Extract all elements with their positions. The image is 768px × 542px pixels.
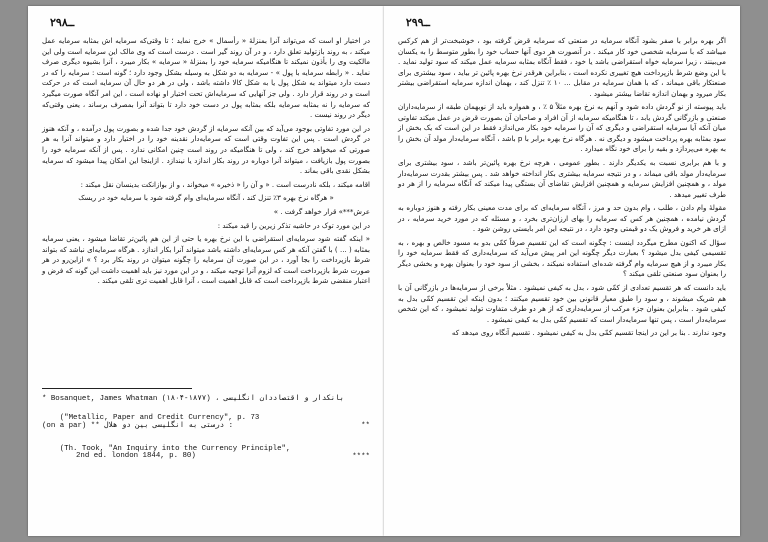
paragraph: مقولۀ وام دادن ، طلب ، وام بدون حد و مرز ، آنگاه سرمایه‌ای که برای مدت معینی بکار رفته و هنوز دوباره به گردش نیامده ، همچنین هر کس که سرمایه را بهای ارزان‌تری بخرد ، و مسئله که در مورد خرید سرمایه ، در ازای هر خرید و فروش یک دو قیمتی وجود دارد ، در نتیجه این امر بایستی روشن شود . [398, 203, 726, 234]
paragraph: اقامه میکند ، بلکه نادرست است . « و آن را « ذخیره » میخواند ، و از بوازانکت بدینسان نقل میکند : [80, 180, 370, 189]
footnote-divider [42, 388, 192, 389]
paragraph: باید دانست که هر تقسیم تعدادی از کمّی شود ، بدل به کیفی نمیشود . مثلاً برخی از سرمایه‌ها در بازرگانی آن با هم شریک میشوند ، و سود را طبق معیار قانونی بین خود تقسیم میکنند ؛ بدون اینکه این تقسیم کمّی بدل به کیفی شود . بنابراین بعنوان جزء مرکب از سرمایه‌داری که از هر دو طرف متفاوت تولید نمیشود ، که این شخص سرمایه‌دار است ، پس تنها سرمایه‌دار است که تقسیم کمّی بدل به کیفی نمیشود . [398, 283, 726, 324]
right-page [384, 6, 740, 536]
footnote-text: (Th. Took, "An Inquiry into the Currency Principle", [59, 445, 291, 453]
page-number: ۲۹۸ــ [50, 16, 75, 29]
footnote-line: * Bosanquet, James Whatman (۱۸۰۴-۱۸۷۷) ، بانکدار و اقتصاددان انگلیسی [42, 395, 345, 403]
left-page [28, 6, 384, 536]
quote-line: عرش***» قرار خواهد گرفت . » [273, 207, 370, 216]
paragraph: در این مورد تفاوتی بوجود می‌آید که بین آنکه سرمایه از گردش خود جدا شده و بصورت پول درآمده ، و آنکه هنوز در گردش است . پس این تفاوت وقتی است که سرمایه‌دار نقدینه خود را در اختیار دارد و میتواند آنرا به هر صورتی که میخواهد خرج کند ، ولی تا هنگامیکه در روند است چنین امکانی ندارد . پس از آنکه سرمایه خود را بصورت پول بازیافت ، میتواند آنرا دوباره در روند بکار اندازد یا نیندازد . ازاینجا این امکان پیدا میشود که سرمایه بشکل نقدی باقی بماند . [42, 124, 370, 176]
paragraph: در این مورد توک در حاشیه تذکر زیرین را قید میکند : [217, 221, 370, 230]
page-body [398, 36, 726, 342]
paragraph: در اختیار او است که می‌تواند آنرا بمنزلۀ « رأسمال » خرج نماید ؛ تا وقتی‌که سرمایه اش بمثابه سرمایه عمل میکند ، به روند بازتولید تعلق دارد ، و در آن روند گیر است . درست است که وی مالک این سرمایه است ولی این مالکیت وی را بأذون نمیکند تا هنگامیکه سرمایه خود را بمنزلۀ « سرمایه » بکار میبرد ، آنرا بشیوه دیگری صرف نماید . « رابطه سرمایه با پول » - سرمایه به دو شکل به وسیله بشکل وجود دارد ؛ گونه است : سرمایه را که در دست دارد میتواند به شکل پول یا به شکل کالا داشته باشد ، ولی در هر دو حال آن سرمایه است که در حرکت است و در روند قرار دارد . ولی جز آنهایی که سرمایه‌اش تحت اختیار او نهاده است ، این امر آنگاه صورت میگیرد که سرمایه را نه بمثابه سرمایه بلکه بمثابه پول در دست خود دارد تا بتواند آنرا بمصرف برساند ، یعنی وقتی‌که دیگر در روند نیست . [42, 37, 370, 120]
footnote-line: 2nd ed. london 1844, p. 80) [76, 452, 196, 460]
paragraph: باید پیوسته از نو گردش داده شود و آنهم به نرخ بهره مثلاً ۵ ٪ ، و همواره باید از نوبهمان طبقه از سرمایه‌داران صنعتی و بازرگانی گردش یابد ، تا هنگامیکه سرمایه از آن افراد و صاحبان آن بصورت قرض در عمل میکند تفاوتی میان آنکه آیا سرمایه استقراضی و دیگری که آن را سرمایه خود بکار می‌اندازد فقط در این است که یک بخش از سود بمثابه بهره پرداخت میشود و دیگری نه . هرگاه نرخ بهره برابر با p باشد ، آنگاه سرمایه‌دار مولد آن بخش را به بهره می‌پردازد و بقیه را برای خود نگاه میدارد . [398, 102, 726, 154]
paragraph: سؤال که اکنون مطرح میگردد اینست : چگونه است که این تقسیم صرفاً کمّی بدو به مسود خالص و بهره ، به تقسیمی کیفی بدل میشود ؟ بعبارت دیگر چگونه این امر پیش می‌آید که سرمایه‌داری که فقط سرمایه خود را بکار میبرد و از هیچ سرمایه وام گرفته شده‌ای استفاده نمیکند ، بخشی از سود خود را بعنوان بهره و بخشی دیگر را بعنوان سود صنعتی تلقی میکند ؟ [398, 237, 726, 279]
paragraph: « اینکه گفته شود سرمایه‌ای استقراضی با این نرخ بهره یا حتی از این هم پائین‌تر تقاضا میشود ، یعنی سرمایه بمثابه ( ... ) با گفتن آنکه هر کس سرمایه‌ای داشته باشد میتواند آنرا بکار اندازد . هرگاه سرمایه‌ای نباشد که بتواند شرط بازپرداخت را بجا آورد ، در این صورت آن سرمایه را چگونه میتوان در روند بکار برد ؟ » ازاین‌رو در هر صورت شرط بازپرداخت است که لزوم آنرا توجیه میکند ، و در این مورد نیز باید اهمیت داشت این گونه که فرض و اعتبار منقضی شرط بازپرداخت است که قابل اهمیت است ، آنرا قابل اهمیت تری تلقی میکند . [42, 235, 370, 286]
paragraph: اگر بهره برابر با صفر بشود آنگاه سرمایه در صنعتی که سرمایه قرض گرفته بود ، خوشبخت‌تر از هم کرکس میباشد که با سرمایه شخصی خود کار میکند . در آنصورت هر دوی آنها حساب خود را بطور متوسط را به یکسان می‌بینند ، زیرا سرمایه خواه استقراضی باشد یا خود ، فقط آنگاه بمثابه سرمایه عمل میکند که سود تولید نماید . با این وضع شرط بازپرداخت هیچ تغییری نکرده است ، بنابراین هرقدر نرخ بهره پائین تر بیاید ، سود بیشتری برای صنعتکار باقی میماند ، که با همان سرمایه در مقابل ... ۱۰ ٪ تنزل کند ، بهمان اندازه سرمایه استقراضی بیشتر بکار میرود و بهمان اندازه تقاضا بیشتر میشود . [398, 36, 726, 98]
paragraph: و با هم برابری نسبت به یکدیگر دارند . بطور عمومی ، هرچه نرخ بهره پائین‌تر باشد ، سود بیشتری برای سرمایه‌دار مولد باقی میماند ، و در نتیجه سرمایه بیشتری بکار انداخته خواهد شد . پس بیشتر بقدرت سرمایه‌دار مولد ، و همچنین افزایش سرمایه و همچنین افزایش تقاضای آن بستگی پیدا میکند که آنگاه سرمایه را از هر دو طرف تغییر میدهد . [398, 158, 726, 199]
footnote-mark: **** [352, 453, 370, 461]
footnote-text: ("Metallic, Paper and Credit Currency", p. 73 [59, 414, 260, 422]
quote-line: « هرگاه نرخ بهره ۳٪ تنزل کند ، آنگاه سرمایه‌ای وام گرفته شود با سرمایه خود در ریسک [78, 194, 334, 203]
footnote-mark: ** [361, 422, 370, 430]
paragraph: وجود ندارند . بنا بر این در اینجا تقسیم کمّی بدل به کیفی نمیشود . تقسیم آنگاه روی میدهد که [451, 328, 726, 338]
footnote-line: (on a par) ** درستی به انگلیسی بین دو هلال : [42, 422, 234, 430]
page-number: ۲۹۹ــ [405, 16, 430, 29]
page-body [42, 36, 370, 290]
